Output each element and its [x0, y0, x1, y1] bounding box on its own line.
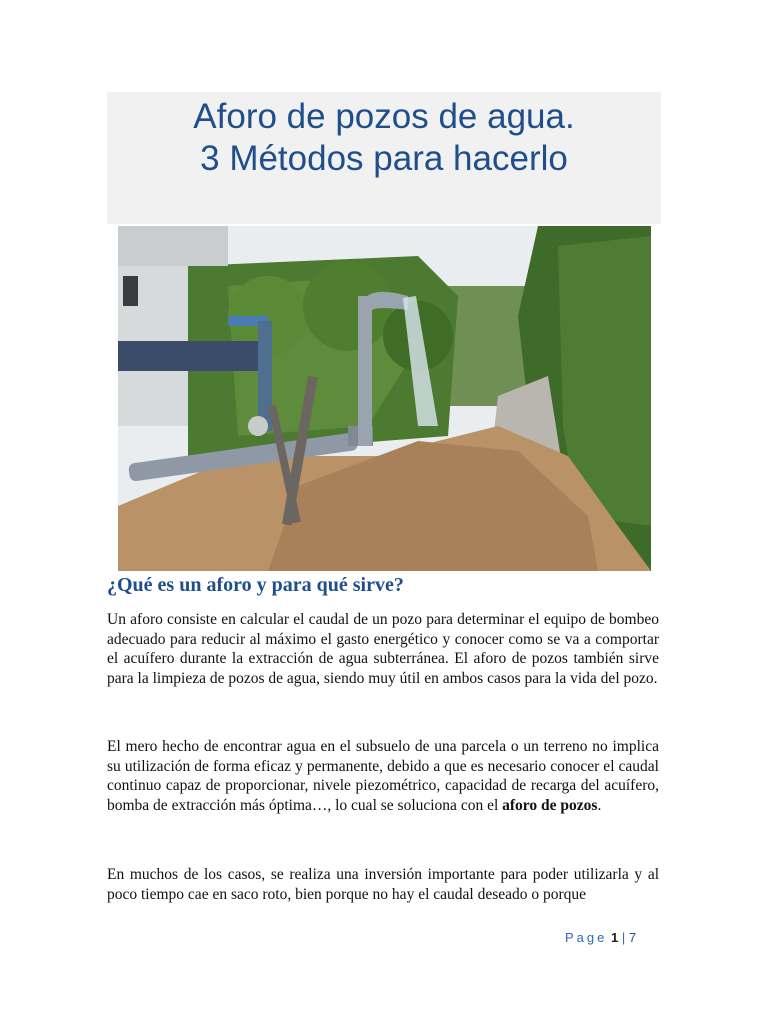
paragraph-3: En muchos de los casos, se realiza una inversión importante para poder utilizarla y al poco tiempo cae en saco roto, bien porque no hay el caudal deseado o porque	[107, 866, 659, 903]
page-footer	[565, 930, 636, 945]
current-page-number: 1	[611, 930, 619, 945]
paragraph-1: Un aforo consiste en calcular el caudal de un pozo para determinar el equipo de bombeo adecuado para reducir al máximo el gasto energético y conocer como se va a comportar el acuífero durante la extracción de agua subterránea. El aforo de pozos también sirve para la limpieza de pozos de agua, siendo muy útil en ambos casos para la vida del pozo.	[107, 611, 659, 687]
page-separator: |	[621, 930, 626, 945]
document-title-line-1: Aforo de pozos de agua.	[193, 97, 575, 136]
paragraph-2-text: El mero hecho de encontrar agua en el subsuelo de una parcela o un terreno no implica su utilización de forma eficaz y permanente, debido a que es necesario conocer el caudal continuo capaz de proporcionar, nivele piezométrico, capacidad de recarga del acuífero, bomba de extracción más óptima…, lo cual se soluciona con el	[107, 738, 659, 814]
document-title-line-2: 3 Métodos para hacerlo	[200, 139, 568, 178]
well-pumping-photo	[118, 226, 651, 571]
title-box	[107, 92, 661, 224]
total-pages: 7	[628, 930, 637, 945]
page-label: Page	[565, 930, 608, 945]
section-heading: ¿Qué es un aforo y para qué sirve?	[107, 574, 404, 596]
paragraph-2-end: .	[597, 796, 602, 814]
paragraph-2	[107, 737, 659, 815]
paragraph-2-bold-term: aforo de pozos	[502, 796, 598, 814]
